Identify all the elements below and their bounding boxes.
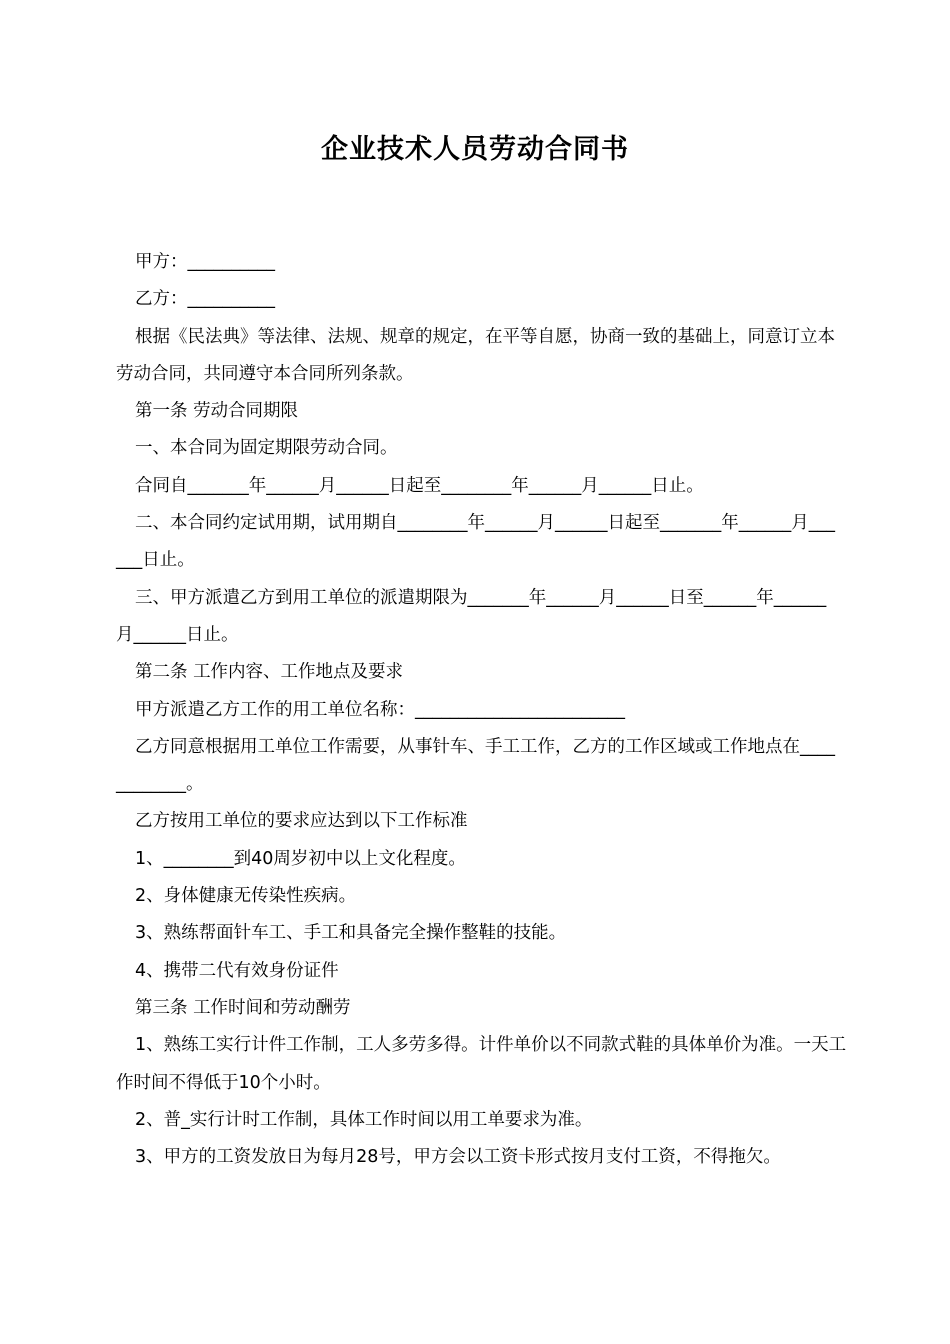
article-1-heading: 第一条 劳动合同期限 bbox=[135, 401, 299, 422]
standard-item-1: 1、________到40周岁初中以上文化程度。 bbox=[135, 848, 466, 869]
party-b-line: 乙方：__________ bbox=[135, 289, 275, 310]
article-1-clause-2: 二、本合同约定试用期，试用期自________年______月______日起至_______年______月______日止。 bbox=[116, 513, 835, 571]
work-location-paragraph: 乙方同意根据用工单位工作需要，从事针车、手工工作，乙方的工作区域或工作地点在____________。 bbox=[116, 736, 835, 795]
document-body bbox=[116, 244, 847, 1176]
document-title: 企业技术人员劳动合同书 bbox=[321, 134, 629, 165]
article-1-clause-1: 一、本合同为固定期限劳动合同。 bbox=[135, 438, 398, 459]
pay-clause-2: 2、普_实行计时工作制，具体工作时间以用工单要求为准。 bbox=[135, 1109, 593, 1130]
standard-item-2: 2、身体健康无传染性疾病。 bbox=[135, 886, 357, 907]
article-3-heading: 第三条 工作时间和劳动酬劳 bbox=[135, 997, 351, 1018]
standard-item-3: 3、熟练帮面针车工、手工和具备完全操作整鞋的技能。 bbox=[135, 923, 567, 944]
preamble-paragraph: 根据《民法典》等法律、法规、规章的规定，在平等自愿，协商一致的基础上，同意订立本劳动合同，共同遵守本合同所列条款。 bbox=[116, 326, 835, 384]
employer-unit-name-line: 甲方派遣乙方工作的用工单位名称：________________________ bbox=[135, 699, 625, 720]
pay-clause-1: 1、熟练工实行计件工作制，工人多劳多得。计件单价以不同款式鞋的具体单价为准。一天工作时间不得低于10个小时。 bbox=[116, 1035, 847, 1093]
contract-term-line: 合同自_______年______月______日起至________年______月______日止。 bbox=[135, 475, 704, 496]
article-2-heading: 第二条 工作内容、工作地点及要求 bbox=[135, 662, 404, 683]
pay-clause-3: 3、甲方的工资发放日为每月28号，甲方会以工资卡形式按月支付工资，不得拖欠。 bbox=[135, 1147, 781, 1168]
party-a-line: 甲方：__________ bbox=[135, 252, 275, 272]
article-1-clause-3: 三、甲方派遣乙方到用工单位的派遣期限为_______年______月______日至______年______月______日止。 bbox=[116, 587, 827, 645]
work-standard-intro: 乙方按用工单位的要求应达到以下工作标准 bbox=[135, 811, 468, 832]
standard-item-4: 4、携带二代有效身份证件 bbox=[135, 960, 339, 981]
